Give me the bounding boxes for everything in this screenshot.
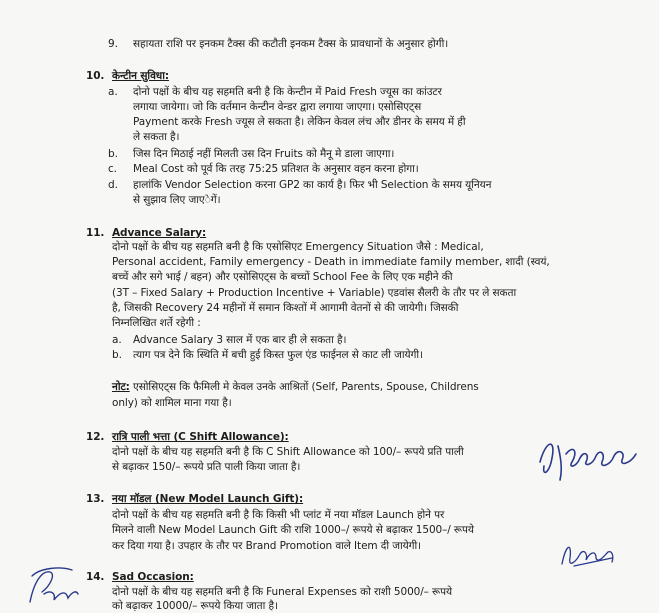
- item-11-line-5: है, जिसकी Recovery 24 महीनों में समान किश्तों में आगामी वेतनों से की जायेगी। जिसकी: [112, 302, 459, 314]
- item-13-number: 13.: [86, 493, 105, 505]
- item-10-title: केन्टीन सुविधा:: [112, 70, 169, 82]
- item-10-d-label: d.: [108, 179, 118, 191]
- item-11-line-3: बच्चें और सगे भाई / बहन) और एसोसिएट्स के बच्चों School Fee के लिए एक महीने की: [112, 271, 453, 283]
- item-11-line-2: Personal accident, Family emergency - Death in immediate family member, शादी (स्वयं,: [112, 256, 550, 268]
- item-10-number: 10.: [86, 70, 105, 82]
- item-10-c-text: Meal Cost को पूर्व कि तरह 75:25 प्रतिशत के अनुसार वहन करना होगा।: [133, 163, 419, 175]
- item-10-d-line-1: हालांकि Vendor Selection करना GP2 का कार्य है। फिर भी Selection के समय यूनियन: [133, 179, 492, 191]
- item-11-line-1: दोनो पक्षों के बीच यह सहमति बनी है कि एसोसिएट Emergency Situation जैसे : Medical,: [112, 241, 484, 253]
- item-10-c-label: c.: [108, 163, 117, 175]
- item-10-a-line-2: लगाया जायेगा। जो कि वर्तमान केन्टीन वेन्डर द्वारा लगाया जाएगा। एसोसिएट्स: [133, 101, 422, 113]
- item-11-note-line-2: only) को शामिल माना गया है।: [112, 397, 232, 409]
- signature-right: [532, 432, 644, 484]
- item-10-a-line-3: Payment करके Fresh ज्यूस ले सकता है। लेकिन केवल लंच और डीनर के समय में ही: [133, 116, 466, 128]
- item-11-line-6: निम्नलिखित शर्ते रहेगी :: [112, 317, 201, 329]
- item-9-text: सहायता राशि पर इनकम टैक्स की कटौती इनकम टैक्स के प्रावधानों के अनुसार होगी।: [133, 38, 449, 50]
- item-13-line-3: कर दिया गया है। उपहार के तौर पर Brand Promotion वाले Item दी जायेगी।: [112, 540, 422, 552]
- item-14-title: Sad Occasion:: [112, 571, 194, 583]
- item-9-number: 9.: [108, 38, 118, 50]
- item-11-a-text: Advance Salary 3 साल में एक बार ही ले सकता है।: [133, 334, 347, 346]
- item-11-note: [112, 381, 479, 394]
- item-13-title: नया मॉडल (New Model Launch Gift):: [112, 493, 304, 505]
- item-11-line-4: (3T – Fixed Salary + Production Incentive + Variable) एडवांस सैलरी के तौर पर ले सकता: [112, 287, 517, 299]
- item-11-note-label: नोट:: [112, 381, 130, 393]
- item-10-a-line-4: ले सकता है।: [133, 131, 180, 143]
- item-10-b-label: b.: [108, 148, 118, 160]
- item-10-a-label: a.: [108, 86, 118, 98]
- item-14-line-1: दोनो पक्षों के बीच यह सहमति बनी है कि Funeral Expenses को राशी 5000/– रूपये: [112, 586, 452, 598]
- item-14-number: 14.: [86, 571, 105, 583]
- signature-bottom-left: [20, 562, 82, 608]
- item-12-number: 12.: [86, 431, 105, 443]
- signature-bottom-right: [556, 538, 620, 572]
- item-10-a-line-1: दोनो पक्षों के बीच यह सहमति बनी है कि केन्टीन में Paid Fresh ज्यूस का कांउटर: [133, 86, 442, 98]
- item-12-title: रात्रि पाली भत्ता (C Shift Allowance):: [112, 431, 289, 443]
- item-11-title: Advance Salary:: [112, 227, 207, 239]
- item-13-line-2: मिलने वाली New Model Launch Gift की राशि 1000–/ रूपये से बढ़ाकर 1500–/ रूपये: [112, 524, 474, 536]
- item-10-b-text: जिस दिन मिठाई नहीं मिलती उस दिन Fruits को मैनू मे डाला जाएगा।: [133, 148, 395, 160]
- item-11-a-label: a.: [112, 334, 122, 346]
- item-10-d-line-2: से सुझाव लिए जाएेगें।: [133, 194, 221, 206]
- item-14-line-2: को बढ़ाकर 10000/– रूपये किया जाता है।: [112, 600, 278, 612]
- item-11-b-text: त्याग पत्र देने कि स्थिति में बची हुई किस्त फुल एंड फाईनल से काट ली जायेगी।: [133, 349, 423, 361]
- item-11-number: 11.: [86, 227, 105, 239]
- item-11-note-line-1: एसोसिएट्स कि फैमिली मे केवल उनके आश्रितों (Self, Parents, Spouse, Childrens: [129, 381, 479, 393]
- item-13-line-1: दोनो पक्षों के बीच यह सहमति बनी है कि किसी भी प्लांट में नया मॉडल Launch होने पर: [112, 509, 445, 521]
- item-12-line-2: से बढ़ाकर 150/– रूपये प्रति पाली किया जाता है।: [112, 461, 301, 473]
- item-11-b-label: b.: [112, 349, 122, 361]
- item-12-line-1: दोनो पक्षों के बीच यह सहमति बनी है कि C Shift Allowance को 100/– रूपये प्रति पाली: [112, 446, 464, 458]
